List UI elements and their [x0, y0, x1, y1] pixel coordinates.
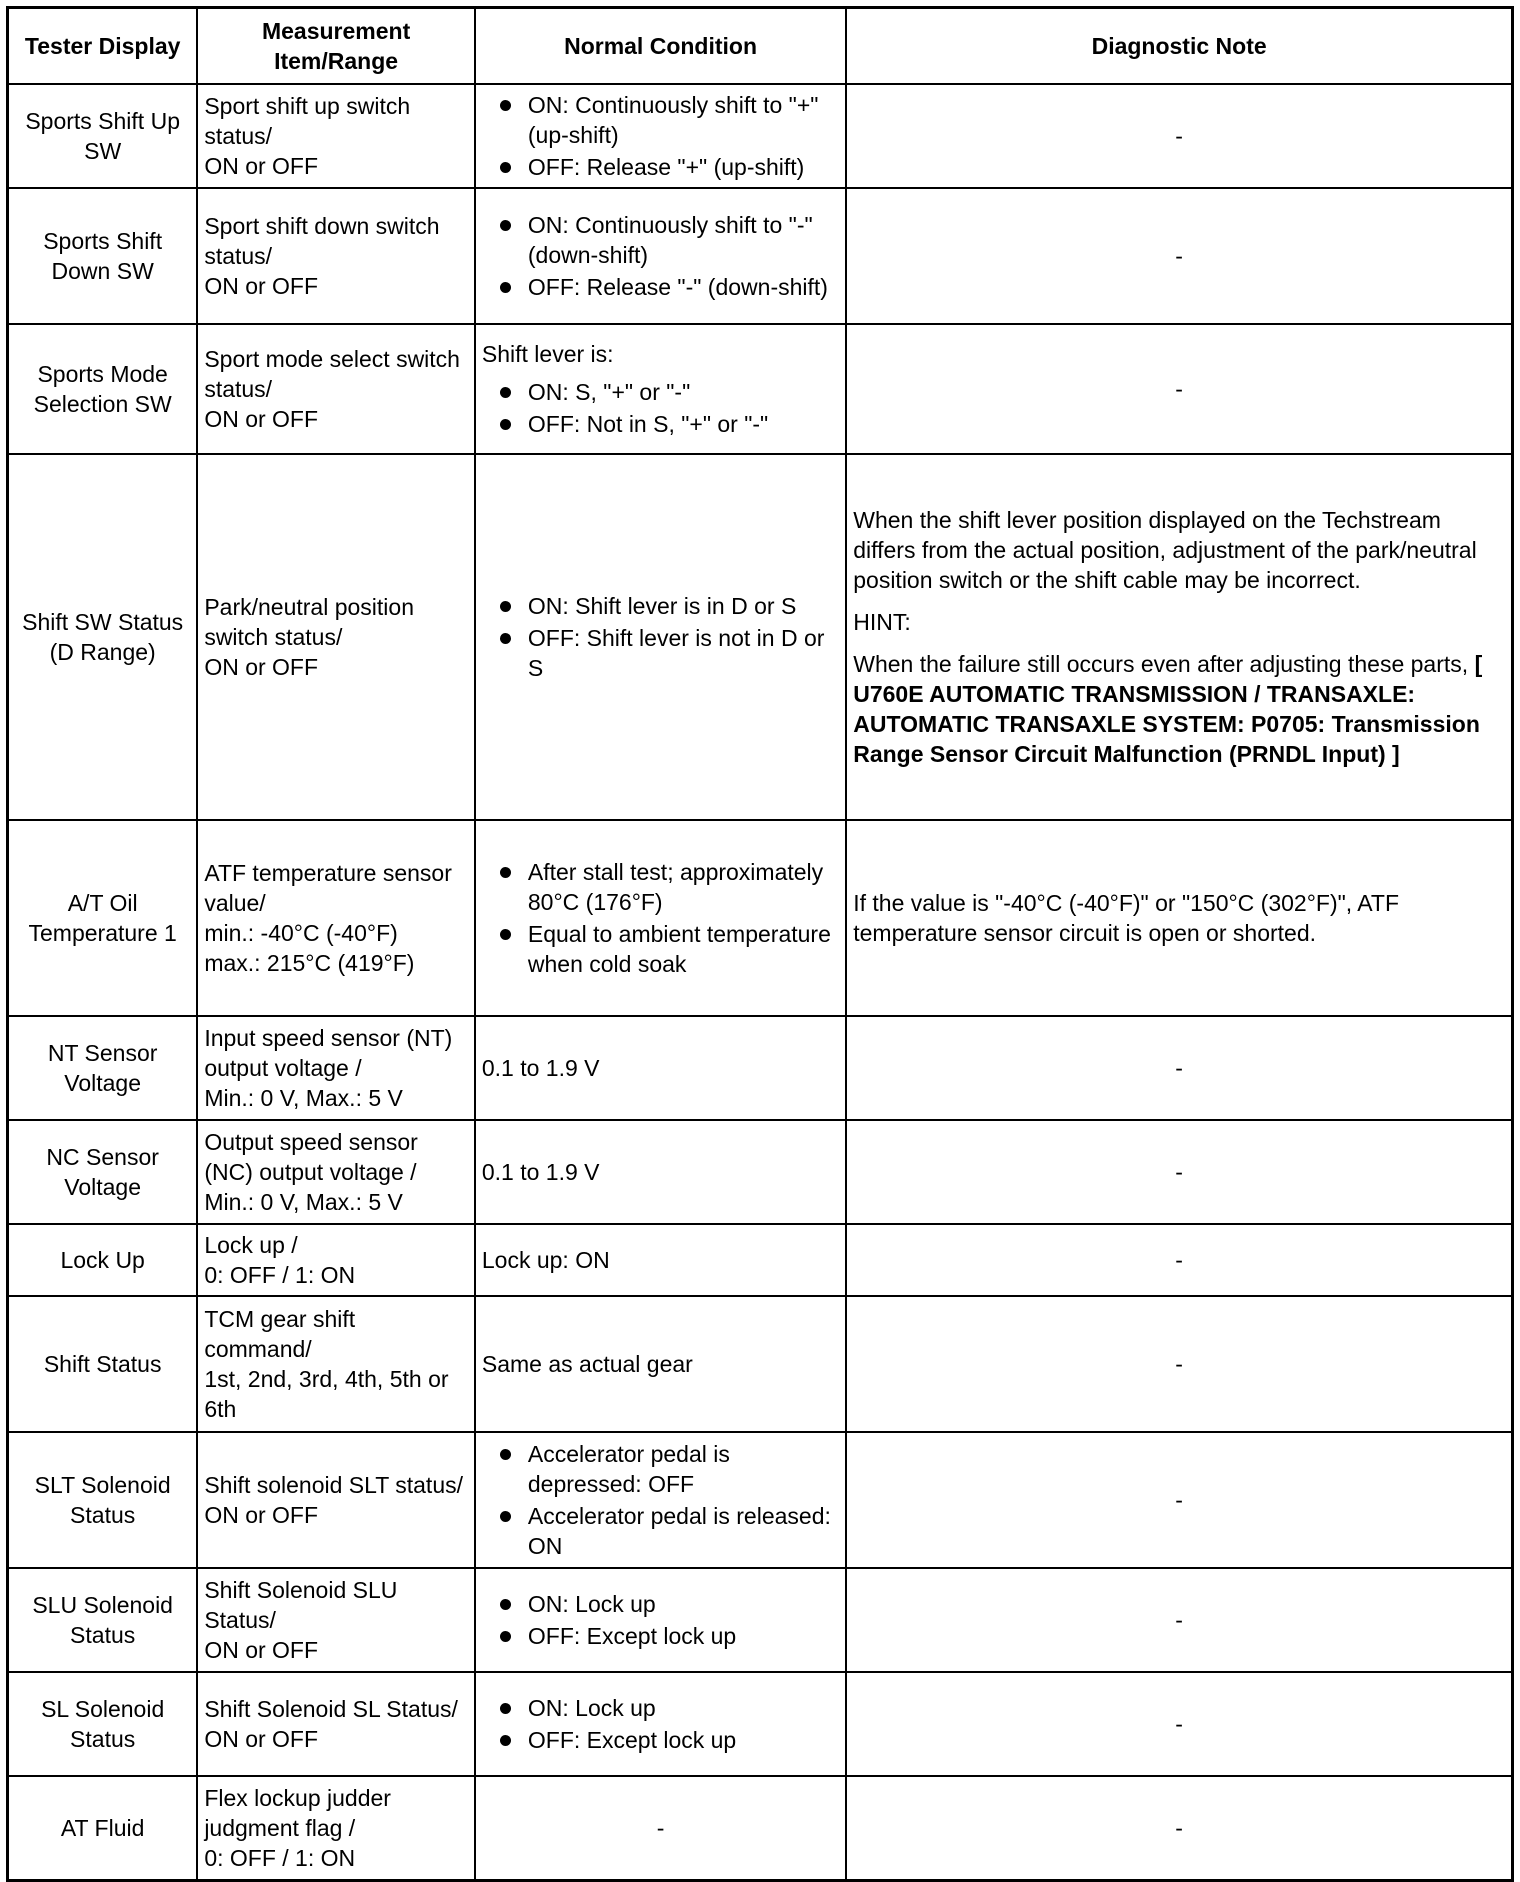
bullet-item: ON: Shift lever is in D or S	[528, 591, 839, 621]
table-row	[8, 1016, 1513, 1120]
diagnostic-note-cell: -	[846, 1672, 1512, 1776]
tester-display-cell: SLU Solenoid Status	[8, 1568, 198, 1672]
bullet-item: ON: S, "+" or "-"	[528, 377, 839, 407]
bullet-item: OFF: Release "+" (up-shift)	[528, 152, 839, 182]
bullet-item: OFF: Except lock up	[528, 1725, 839, 1755]
measurement-cell	[197, 1776, 475, 1880]
table-row	[8, 454, 1513, 820]
normal-condition-cell: 0.1 to 1.9 V	[475, 1016, 846, 1120]
measurement-text: Shift Solenoid SL Status/ ON or OFF	[204, 1696, 458, 1752]
measurement-text: Park/neutral position switch status/ ON or OFF	[204, 594, 414, 680]
header-tester-display: Tester Display	[8, 8, 198, 85]
measurement-cell	[197, 820, 475, 1016]
measurement-cell	[197, 1296, 475, 1432]
header-normal-condition: Normal Condition	[475, 8, 846, 85]
normal-condition-cell: Same as actual gear	[475, 1296, 846, 1432]
header-row	[8, 8, 1513, 85]
bullet-item: Equal to ambient temperature when cold soak	[528, 919, 839, 979]
measurement-text: Flex lockup judder judgment flag / 0: OFF / 1: ON	[204, 1784, 391, 1871]
measurement-cell	[197, 1120, 475, 1224]
measurement-text: Shift solenoid SLT status/ ON or OFF	[204, 1472, 463, 1528]
header-measurement-item: Measurement Item/Range	[197, 8, 475, 85]
diagnostic-note-cell: -	[846, 1296, 1512, 1432]
measurement-text: Input speed sensor (NT) output voltage / Min.: 0 V, Max.: 5 V	[204, 1025, 453, 1111]
measurement-text: Sport mode select switch status/ ON or OFF	[204, 346, 460, 432]
note-hint: HINT:	[853, 609, 911, 635]
normal-condition-cell: -	[475, 1776, 846, 1880]
note-text: When the failure still occurs even after adjusting these parts,	[853, 651, 1475, 677]
bullet-item: Accelerator pedal is depressed: OFF	[528, 1439, 839, 1499]
diagnostic-note-cell: -	[846, 84, 1512, 188]
procedure-reference-link[interactable]: [ U760E AUTOMATIC TRANSMISSION / TRANSAXLE: AUTOMATIC TRANSAXLE SYSTEM: P0705: Transmission Range Sensor Circuit Malfunction (PRNDL Input) ]	[853, 651, 1483, 767]
normal-condition-cell	[475, 1568, 846, 1672]
measurement-cell	[197, 1016, 475, 1120]
tester-display-cell: A/T Oil Temperature 1	[8, 820, 198, 1016]
measurement-text: Shift Solenoid SLU Status/ ON or OFF	[204, 1577, 398, 1663]
diagnostic-note-cell: -	[846, 1776, 1512, 1880]
measurement-cell	[197, 188, 475, 324]
bullet-item: Accelerator pedal is released: ON	[528, 1501, 839, 1561]
tester-display-cell: Shift Status	[8, 1296, 198, 1432]
measurement-text: Output speed sensor (NC) output voltage / Min.: 0 V, Max.: 5 V	[204, 1129, 418, 1215]
note-paragraph: When the shift lever position displayed on the Techstream differs from the actual position, adjustment of the park/neutral position switch or the shift cable may be incorrect.	[853, 507, 1477, 593]
tester-display-cell: SL Solenoid Status	[8, 1672, 198, 1776]
diagnostic-note-cell: If the value is "-40°C (-40°F)" or "150°C (302°F)", ATF temperature sensor circuit is open or shorted.	[846, 820, 1512, 1016]
measurement-text: ATF temperature sensor value/ min.: -40°C (-40°F) max.: 215°C (419°F)	[204, 860, 452, 976]
bullet-item: ON: Lock up	[528, 1693, 839, 1723]
measurement-cell	[197, 1432, 475, 1568]
normal-condition-intro: Shift lever is:	[481, 341, 614, 367]
normal-condition-cell: Lock up: ON	[475, 1224, 846, 1296]
tester-display-cell: Sports Shift Up SW	[8, 84, 198, 188]
table-row	[8, 188, 1513, 324]
diagnostic-note-cell: -	[846, 188, 1512, 324]
diagnostic-note-cell	[846, 454, 1512, 820]
bullet-item: ON: Lock up	[528, 1589, 839, 1619]
normal-condition-cell	[475, 84, 846, 188]
table-row	[8, 84, 1513, 188]
normal-condition-cell	[475, 1672, 846, 1776]
header-diagnostic-note: Diagnostic Note	[846, 8, 1512, 85]
measurement-text: Lock up / 0: OFF / 1: ON	[204, 1232, 356, 1288]
tester-display-cell: NC Sensor Voltage	[8, 1120, 198, 1224]
measurement-cell	[197, 1568, 475, 1672]
diagnostic-note-cell: -	[846, 1120, 1512, 1224]
tester-display-cell: Sports Shift Down SW	[8, 188, 198, 324]
note-paragraph	[853, 649, 1505, 769]
normal-condition-cell	[475, 454, 846, 820]
bullet-item: After stall test; approximately 80°C (176°F)	[528, 857, 839, 917]
normal-condition-cell	[475, 324, 846, 454]
normal-condition-cell: 0.1 to 1.9 V	[475, 1120, 846, 1224]
table-row	[8, 820, 1513, 1016]
measurement-text: Sport shift down switch status/ ON or OFF	[204, 213, 440, 299]
measurement-cell	[197, 324, 475, 454]
bullet-item: OFF: Except lock up	[528, 1621, 839, 1651]
table-row	[8, 1120, 1513, 1224]
tester-display-cell: AT Fluid	[8, 1776, 198, 1880]
tester-display-cell: Shift SW Status (D Range)	[8, 454, 198, 820]
table-row	[8, 1568, 1513, 1672]
normal-condition-cell	[475, 188, 846, 324]
measurement-cell	[197, 1672, 475, 1776]
bullet-item: OFF: Not in S, "+" or "-"	[528, 409, 839, 439]
measurement-cell	[197, 84, 475, 188]
bullet-item: ON: Continuously shift to "-" (down-shift)	[528, 210, 839, 270]
data-list-table	[6, 6, 1514, 1882]
bullet-item: ON: Continuously shift to "+" (up-shift)	[528, 90, 839, 150]
table-row	[8, 324, 1513, 454]
table-row	[8, 1672, 1513, 1776]
tester-display-cell: SLT Solenoid Status	[8, 1432, 198, 1568]
diagnostic-note-cell: -	[846, 1016, 1512, 1120]
bullet-item: OFF: Release "-" (down-shift)	[528, 272, 839, 302]
bullet-item: OFF: Shift lever is not in D or S	[528, 623, 839, 683]
tester-display-cell: Sports Mode Selection SW	[8, 324, 198, 454]
table-row	[8, 1776, 1513, 1880]
diagnostic-note-cell: -	[846, 1432, 1512, 1568]
normal-condition-cell	[475, 1432, 846, 1568]
tester-display-cell: NT Sensor Voltage	[8, 1016, 198, 1120]
table-row	[8, 1432, 1513, 1568]
measurement-text: Sport shift up switch status/ ON or OFF	[204, 93, 411, 179]
diagnostic-note-cell: -	[846, 324, 1512, 454]
table-row	[8, 1296, 1513, 1432]
measurement-cell	[197, 1224, 475, 1296]
tester-display-cell: Lock Up	[8, 1224, 198, 1296]
diagnostic-note-cell: -	[846, 1568, 1512, 1672]
diagnostic-note-cell: -	[846, 1224, 1512, 1296]
table-row	[8, 1224, 1513, 1296]
measurement-cell	[197, 454, 475, 820]
normal-condition-cell	[475, 820, 846, 1016]
measurement-text: TCM gear shift command/ 1st, 2nd, 3rd, 4th, 5th or 6th	[204, 1306, 449, 1422]
